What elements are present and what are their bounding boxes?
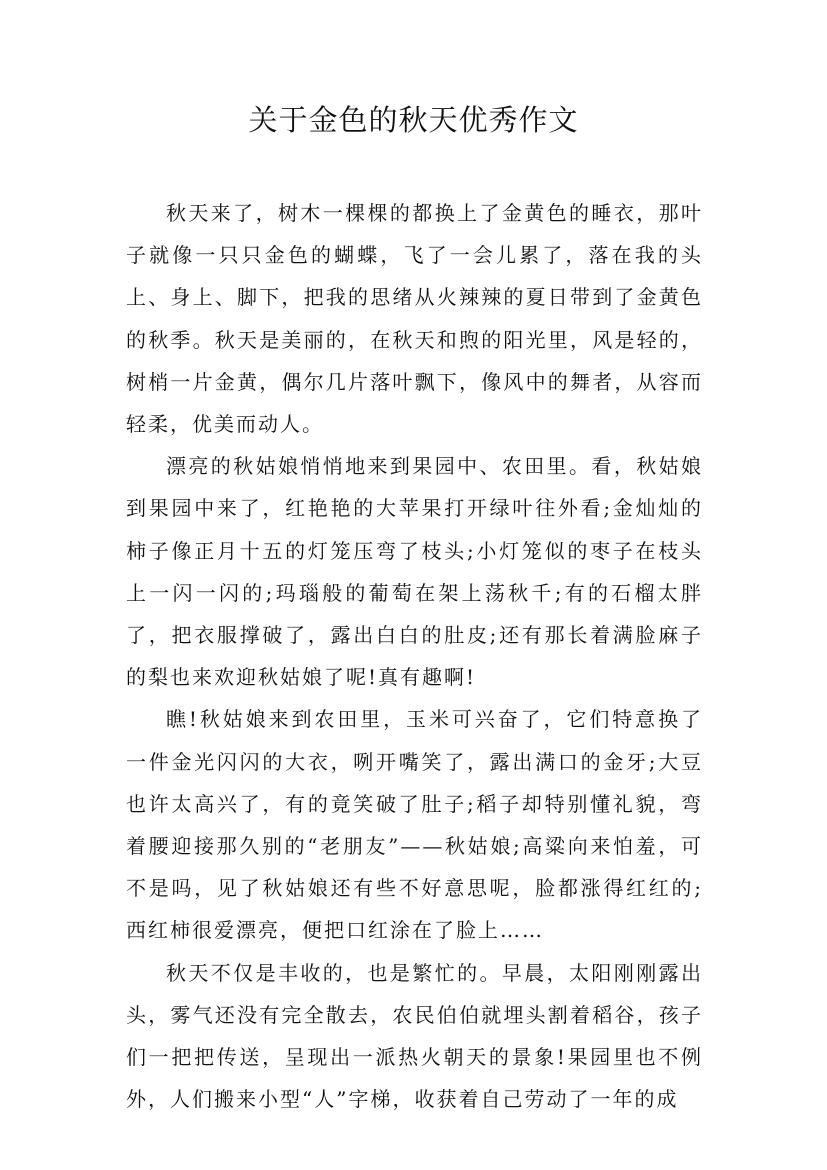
document-title: 关于金色的秋天优秀作文: [248, 103, 579, 137]
paragraph-3: 瞧!秋姑娘来到农田里，玉米可兴奋了，它们特意换了一件金光闪闪的大衣，咧开嘴笑了，露出满口的金牙;大豆也许太高兴了，有的竟笑破了肚子;稻子却特别懂礼貌，弯着腰迎接那久别的“老朋友”——秋姑娘;高粱向来怕羞，可不是吗，见了秋姑娘还有些不好意思呢，脸都涨得红红的;西红柿很爱漂亮，便把口红涂在了脸上……: [126, 707, 703, 943]
document-body: [126, 192, 703, 1120]
paragraph-1: 秋天来了，树木一棵棵的都换上了金黄色的睡衣，那叶子就像一只只金色的蝴蝶，飞了一会儿累了，落在我的头上、身上、脚下，把我的思绪从火辣辣的夏日带到了金黄色的秋季。秋天是美丽的，在秋天和煦的阳光里，风是轻的，树梢一片金黄，偶尔几片落叶飘下，像风中的舞者，从容而轻柔，优美而动人。: [126, 201, 703, 437]
paragraph-4: 秋天不仅是丰收的，也是繁忙的。早晨，太阳刚刚露出头，雾气还没有完全散去，农民伯伯就埋头割着稻谷，孩子们一把把传送，呈现出一派热火朝天的景象!果园里也不例外，人们搬来小型“人”字梯，收获着自己劳动了一年的成: [126, 960, 703, 1112]
paragraph-2: 漂亮的秋姑娘悄悄地来到果园中、农田里。看，秋姑娘到果园中来了，红艳艳的大苹果打开绿叶往外看;金灿灿的柿子像正月十五的灯笼压弯了枝头;小灯笼似的枣子在枝头上一闪一闪的;玛瑙般的葡萄在架上荡秋千;有的石榴太胖了，把衣服撑破了，露出白白的肚皮;还有那长着满脸麻子的梨也来欢迎秋姑娘了呢!真有趣啊!: [126, 454, 703, 690]
